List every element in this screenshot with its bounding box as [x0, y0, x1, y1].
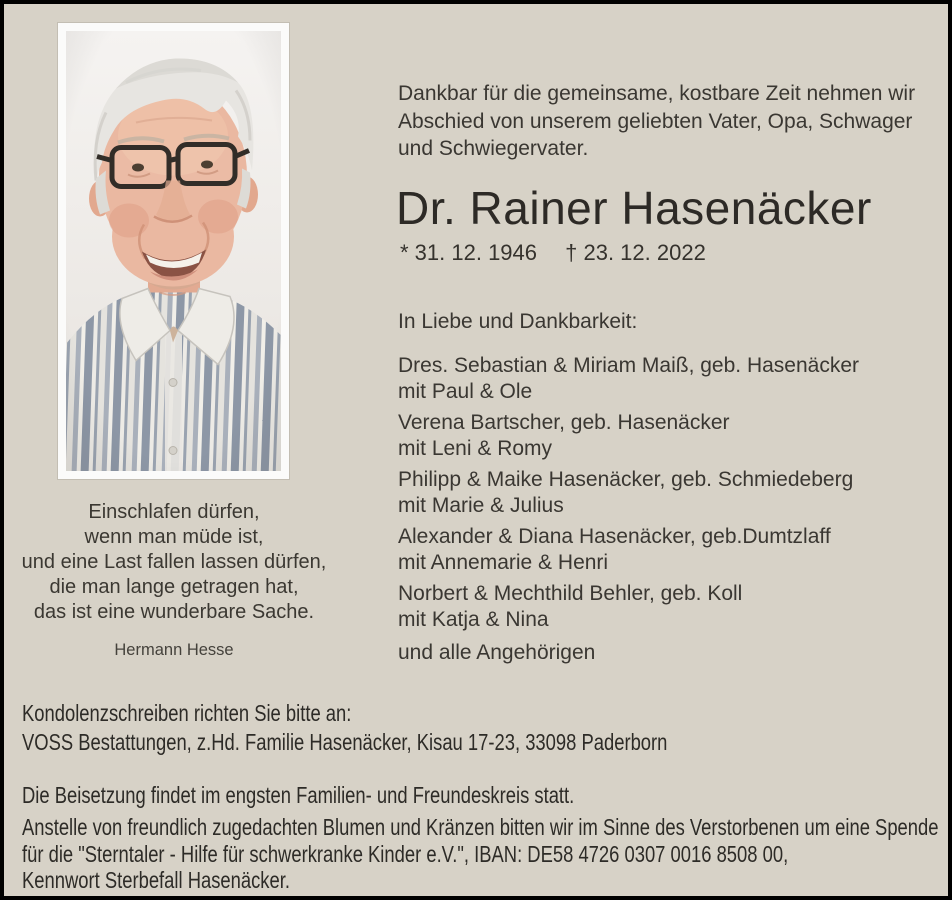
mourner-entry [398, 581, 943, 632]
condolence-line: Kondolenzschreiben richten Sie bitte an: [22, 700, 352, 726]
birth-date: * 31. 12. 1946 [400, 240, 538, 265]
mourner-entry [398, 410, 943, 461]
mourner-names: Norbert & Mechthild Behler, geb. Koll [398, 582, 743, 605]
intro-paragraph [398, 80, 938, 163]
donation-line: Kennwort Sterbefall Hasenäcker. [22, 867, 290, 893]
mourner-entry [398, 524, 943, 575]
portrait-illustration [66, 31, 281, 471]
life-dates [400, 240, 706, 266]
mourner-children: mit Leni & Romy [398, 436, 553, 460]
mourner-names: Alexander & Diana Hasenäcker, geb.Dumtzlaff [398, 525, 831, 548]
mourners-closing: und alle Angehörigen [398, 641, 596, 664]
intro-line: Abschied von unserem geliebten Vater, Opa, Schwager [398, 109, 913, 133]
portrait-photo [57, 22, 290, 480]
burial-notice [22, 781, 712, 810]
poem-line: das ist eine wunderbare Sache. [33, 601, 315, 623]
deceased-name: Dr. Rainer Hasenäcker [396, 182, 872, 234]
mourner-children: mit Paul & Ole [398, 379, 533, 403]
condolence-line: VOSS Bestattungen, z.Hd. Familie Hasenäcker, Kisau 17-23, 33098 Paderborn [22, 729, 668, 755]
condolence-address [22, 699, 829, 757]
poem-line: die man lange getragen hat, [49, 576, 299, 598]
intro-line: Dankbar für die gemeinsame, kostbare Zeit nehmen wir [398, 82, 916, 105]
death-date: † 23. 12. 2022 [565, 240, 706, 265]
poem-line: Einschlafen dürfen, [88, 501, 260, 523]
mourner-names: Philipp & Maike Hasenäcker, geb. Schmiedeberg [398, 468, 854, 491]
mourner-entry [398, 467, 943, 518]
mourners-heading: In Liebe und Dankbarkeit: [398, 310, 638, 333]
intro-line: und Schwiegervater. [398, 137, 589, 160]
donation-line: Anstelle von freundlich zugedachten Blumen und Kränzen bitten wir im Sinne des Verstorbenen um eine Spende [22, 814, 939, 840]
burial-line: Die Beisetzung findet im engsten Familien- und Freundeskreis statt. [22, 782, 575, 808]
mourner-entry [398, 353, 943, 404]
donation-line: für die "Sterntaler - Hilfe für schwerkranke Kinder e.V.", IBAN: DE58 4726 0307 0016 8508 00, [22, 840, 789, 867]
mourners-list [398, 353, 943, 666]
mourner-children: mit Marie & Julius [398, 493, 564, 517]
mourner-children: mit Annemarie & Henri [398, 550, 609, 574]
mourner-names: Dres. Sebastian & Miriam Maiß, geb. Hasenäcker [398, 354, 860, 377]
poem-line: wenn man müde ist, [84, 526, 264, 548]
poem [8, 500, 340, 663]
donation-notice [22, 814, 952, 894]
mourner-names: Verena Bartscher, geb. Hasenäcker [398, 411, 730, 434]
poem-author: Hermann Hesse [114, 641, 234, 659]
mourner-children: mit Katja & Nina [398, 607, 549, 631]
poem-line: und eine Last fallen lassen dürfen, [21, 551, 327, 573]
